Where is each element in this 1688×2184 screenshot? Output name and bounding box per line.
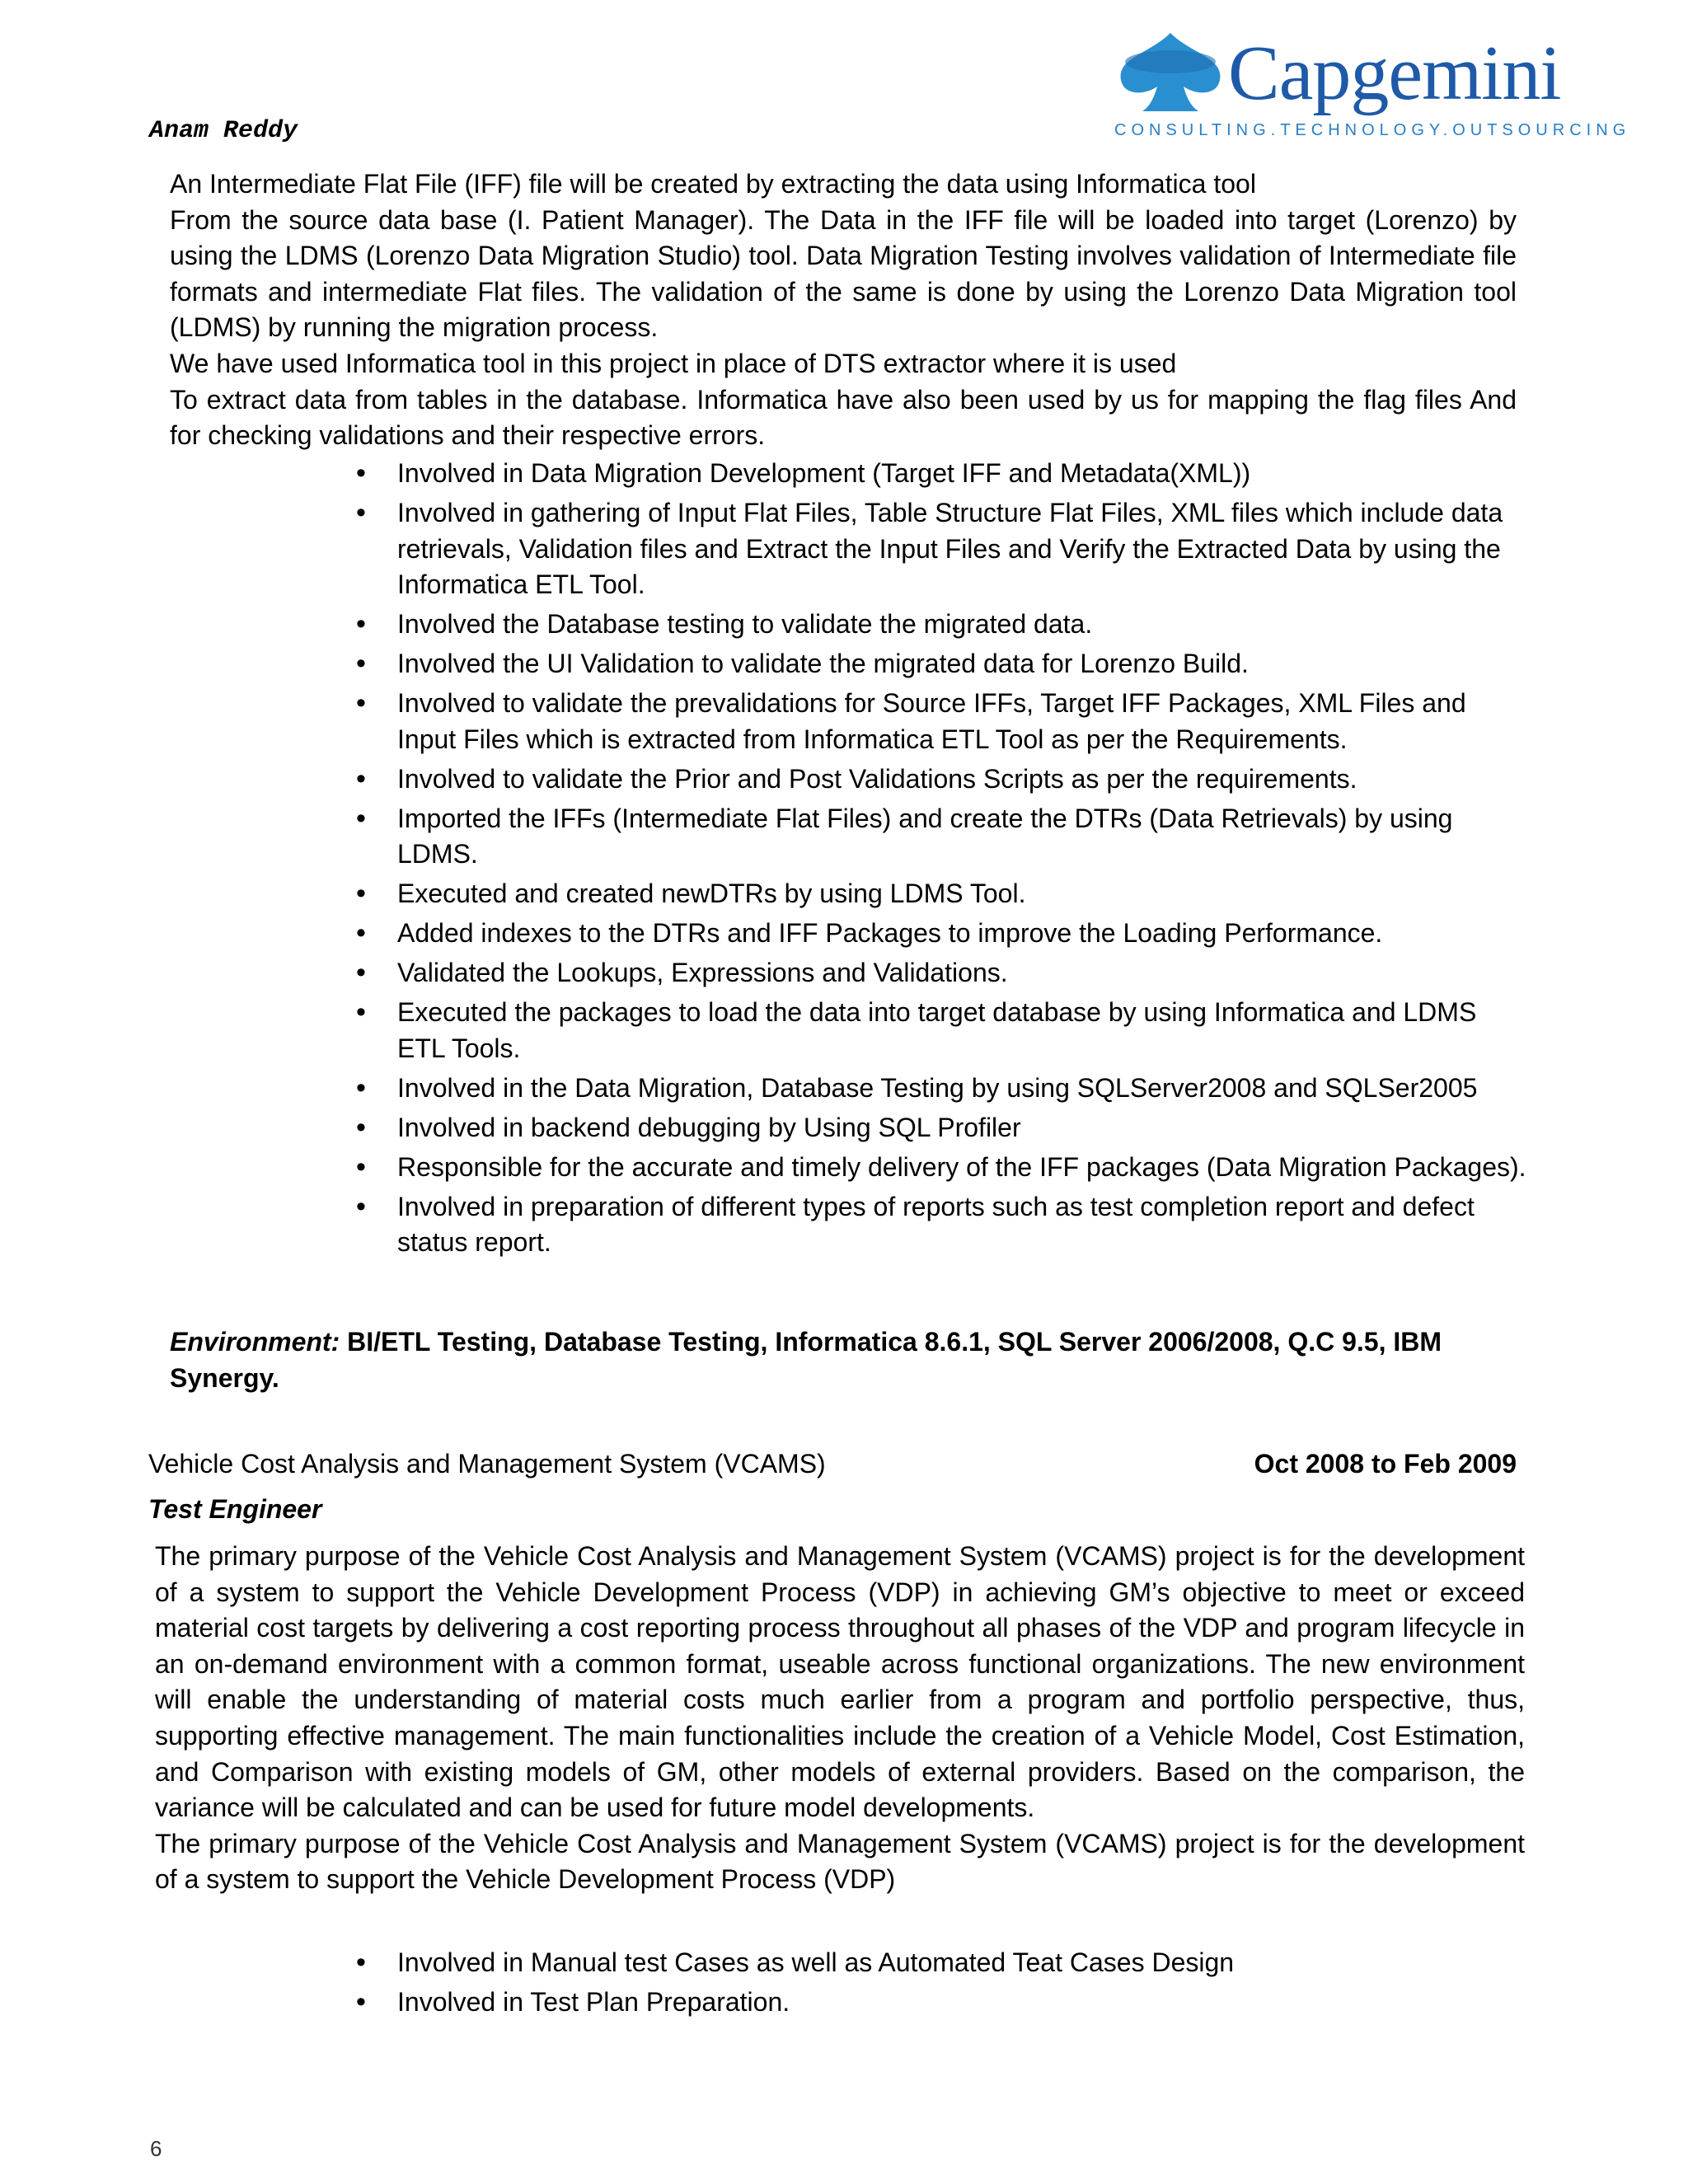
environment-label: Environment: bbox=[170, 1327, 340, 1357]
list-item: • Executed the packages to load the data into target database by using Informatica and LDMS ETL Tools. bbox=[397, 995, 1526, 1066]
list-item: • Involved in preparation of different types of reports such as test completion report and defect status report. bbox=[397, 1189, 1526, 1261]
list-item: • Involved in backend debugging by Using SQL Profiler bbox=[397, 1110, 1526, 1146]
list-item: • Involved in Manual test Cases as well as Automated Teat Cases Design bbox=[397, 1945, 1526, 1981]
list-item: • Involved the Database testing to validate the migrated data. bbox=[397, 607, 1526, 643]
project-title: Vehicle Cost Analysis and Management System (VCAMS) bbox=[148, 1449, 826, 1479]
intro-paragraph: An Intermediate Flat File (IFF) file will be created by extracting the data using Informatica tool bbox=[170, 169, 1256, 199]
list-item: • Executed and created newDTRs by using LDMS Tool. bbox=[397, 876, 1526, 912]
intro-section bbox=[170, 166, 1517, 454]
project-bullets bbox=[397, 1945, 1526, 2024]
environment-value: BI/ETL Testing, Database Testing, Informatica 8.6.1, SQL Server 2006/2008, Q.C 9.5, IBM Synergy. bbox=[170, 1327, 1442, 1393]
capgemini-logo bbox=[1113, 29, 1631, 144]
intro-paragraph: We have used Informatica tool in this project in place of DTS extractor where it is used bbox=[170, 348, 1177, 378]
intro-paragraph: From the source data base (I. Patient Manager). The Data in the IFF file will be loaded into target (Lorenzo) by using the LDMS (Lorenzo Data Migration Studio) tool. Data Migration Testing involves validation of Intermediate file formats and intermediate Flat files. The validation of the same is done by using the Lorenzo Data Migration tool (LDMS) by running the migration process. bbox=[170, 204, 1517, 343]
author-name: Anam Reddy bbox=[149, 117, 298, 145]
list-item: • Involved in the Data Migration, Database Testing by using SQLServer2008 and SQLSer2005 bbox=[397, 1071, 1526, 1107]
intro-paragraph: To extract data from tables in the database. Informatica have also been used by us for mapping the flag files And for checking validations and their respective errors. bbox=[170, 384, 1517, 451]
logo-wordmark: Capgemini bbox=[1228, 30, 1561, 116]
list-item: • Responsible for the accurate and timely delivery of the IFF packages (Data Migration Packages). bbox=[397, 1150, 1526, 1186]
list-item: • Involved to validate the Prior and Post Validations Scripts as per the requirements. bbox=[397, 762, 1526, 798]
project-header bbox=[148, 1446, 1517, 1483]
responsibilities-list bbox=[397, 456, 1526, 1264]
list-item: • Involved the UI Validation to validate the migrated data for Lorenzo Build. bbox=[397, 646, 1526, 682]
list-item: • Imported the IFFs (Intermediate Flat Files) and create the DTRs (Data Retrievals) by using LDMS. bbox=[397, 801, 1526, 873]
project-dates: Oct 2008 to Feb 2009 bbox=[1254, 1449, 1517, 1479]
project-paragraph: The primary purpose of the Vehicle Cost Analysis and Management System (VCAMS) project is for the development of a system to support the Vehicle Development Process (VDP) bbox=[155, 1828, 1525, 1895]
list-item: • Involved in Test Plan Preparation. bbox=[397, 1985, 1526, 2021]
list-item: • Added indexes to the DTRs and IFF Packages to improve the Loading Performance. bbox=[397, 916, 1526, 952]
spade-icon bbox=[1113, 29, 1228, 120]
project-description bbox=[155, 1539, 1525, 1898]
environment-line bbox=[170, 1324, 1522, 1396]
project-paragraph: The primary purpose of the Vehicle Cost Analysis and Management System (VCAMS) project is for the development of a system to support the Vehicle Development Process (VDP) in achieving GM’s objective to meet or exceed material cost targets by delivering a cost reporting process throughout all phases of the VDP and program lifecycle in an on-demand environment with a common format, useable across functional organizations. The new environment will enable the understanding of material costs much earlier from a program and portfolio perspective, thus, supporting effective management. The main functionalities include the creation of a Vehicle Model, Cost Estimation, and Comparison with existing models of GM, other models of external providers. Based on the comparison, the variance will be calculated and can be used for future model developments. bbox=[155, 1541, 1525, 1823]
list-item: • Involved in Data Migration Development (Target IFF and Metadata(XML)) bbox=[397, 456, 1526, 492]
logo-tagline: CONSULTING.TECHNOLOGY.OUTSOURCING bbox=[1114, 121, 1631, 139]
project-role: Test Engineer bbox=[148, 1494, 322, 1524]
page-number: 6 bbox=[150, 2136, 162, 2161]
list-item: • Involved to validate the prevalidations for Source IFFs, Target IFF Packages, XML Files and Input Files which is extracted from Informatica ETL Tool as per the Requirements. bbox=[397, 686, 1526, 757]
list-item: • Validated the Lookups, Expressions and Validations. bbox=[397, 955, 1526, 991]
list-item: • Involved in gathering of Input Flat Files, Table Structure Flat Files, XML files which include data retrievals, Validation files and Extract the Input Files and Verify the Extracted Data by using the Informatica ETL Tool. bbox=[397, 495, 1526, 603]
